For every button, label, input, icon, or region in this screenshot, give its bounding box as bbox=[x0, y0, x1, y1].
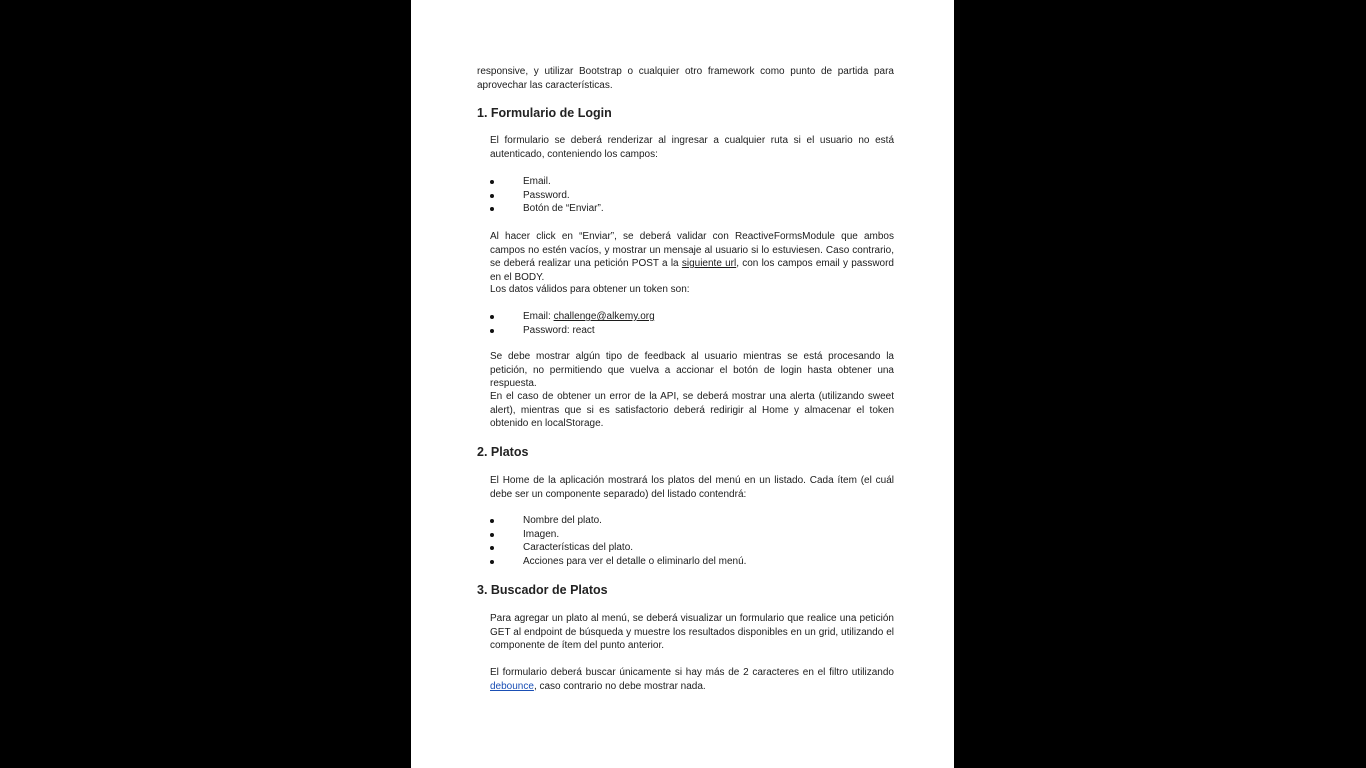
paragraph: En el caso de obtener un error de la API, se deberá mostrar una alerta (utilizando sweet alert), mientras que si es satisfactorio deberá redirigir al Home y almacenar el token obtenido en localStorage. bbox=[490, 391, 894, 429]
list-item bbox=[490, 541, 894, 555]
list-item-text: Email. bbox=[523, 176, 551, 187]
list-item-text: Botón de “Enviar”. bbox=[523, 203, 604, 214]
list-item bbox=[490, 514, 894, 528]
paragraph: Los datos válidos para obtener un token son: bbox=[490, 284, 690, 295]
list-item bbox=[490, 324, 894, 338]
bullet-icon bbox=[490, 560, 494, 564]
debounce-link[interactable]: debounce bbox=[490, 680, 534, 692]
item-list bbox=[490, 514, 894, 568]
section-heading-login: 1. Formulario de Login bbox=[477, 106, 612, 120]
bullet-icon bbox=[490, 533, 494, 537]
bullet-icon bbox=[490, 519, 494, 523]
paragraph: El Home de la aplicación mostrará los platos del menú en un listado. Cada ítem (el cuál debe ser un componente separado) del listado contendrá: bbox=[490, 475, 894, 500]
list-item-text: Password. bbox=[523, 189, 570, 201]
text: , caso contrario no debe mostrar nada. bbox=[533, 680, 706, 692]
list-item bbox=[490, 202, 894, 216]
list-item-text: Características del plato. bbox=[523, 542, 634, 553]
document-page bbox=[411, 0, 954, 768]
bullet-icon bbox=[490, 546, 494, 550]
paragraph: Para agregar un plato al menú, se deberá visualizar un formulario que realice una petición GET al endpoint de búsqueda y muestre los resultados disponibles en un grid, utilizando el componente de ítem del punto anterior. bbox=[490, 613, 894, 651]
list-item-text: Imagen. bbox=[523, 528, 560, 540]
text: , con los campos email y password en el BODY. bbox=[490, 258, 894, 283]
paragraph bbox=[490, 666, 894, 693]
list-item bbox=[490, 555, 894, 569]
list-item-text: Acciones para ver el detalle o eliminarlo del menú. bbox=[523, 555, 747, 567]
text: Al hacer click en “Enviar”, se deberá validar con ReactiveFormsModule que ambos campos no estén vacíos, y mostrar un mensaje al usuario si lo estuviesen. Caso contrario, se deberá realizar una petición POST a la bbox=[490, 231, 894, 269]
paragraph bbox=[490, 230, 894, 284]
paragraph: El formulario se deberá renderizar al ingresar a cualquier ruta si el usuario no está autenticado, conteniendo los campos: bbox=[490, 135, 894, 160]
section-heading-platos: 2. Platos bbox=[477, 445, 529, 459]
list-item bbox=[490, 310, 894, 324]
list-item-text: Nombre del plato. bbox=[523, 515, 602, 526]
list-item bbox=[490, 175, 894, 189]
section-heading-buscador: 3. Buscador de Platos bbox=[477, 583, 608, 597]
email-link[interactable]: challenge@alkemy.org bbox=[553, 311, 655, 322]
text: El formulario deberá buscar únicamente si hay más de 2 caracteres en el filtro utilizando bbox=[490, 667, 894, 678]
bullet-icon bbox=[490, 315, 494, 319]
siguiente-url-link[interactable]: siguiente url bbox=[681, 258, 737, 269]
bullet-icon bbox=[490, 329, 494, 333]
bullet-icon bbox=[490, 180, 494, 184]
bullet-icon bbox=[490, 207, 494, 211]
credentials-list bbox=[490, 310, 894, 337]
list-item-text: Email: bbox=[523, 311, 554, 322]
fields-list bbox=[490, 175, 894, 216]
list-item-text: Password: react bbox=[523, 324, 595, 336]
paragraph: Se debe mostrar algún tipo de feedback al usuario mientras se está procesando la petición, no permitiendo que vuelva a accionar el botón de login hasta obtener una respuesta. bbox=[490, 351, 894, 389]
list-item bbox=[490, 189, 894, 203]
bullet-icon bbox=[490, 194, 494, 198]
list-item bbox=[490, 528, 894, 542]
intro-paragraph: responsive, y utilizar Bootstrap o cualquier otro framework como punto de partida para aprovechar las características. bbox=[477, 66, 894, 91]
